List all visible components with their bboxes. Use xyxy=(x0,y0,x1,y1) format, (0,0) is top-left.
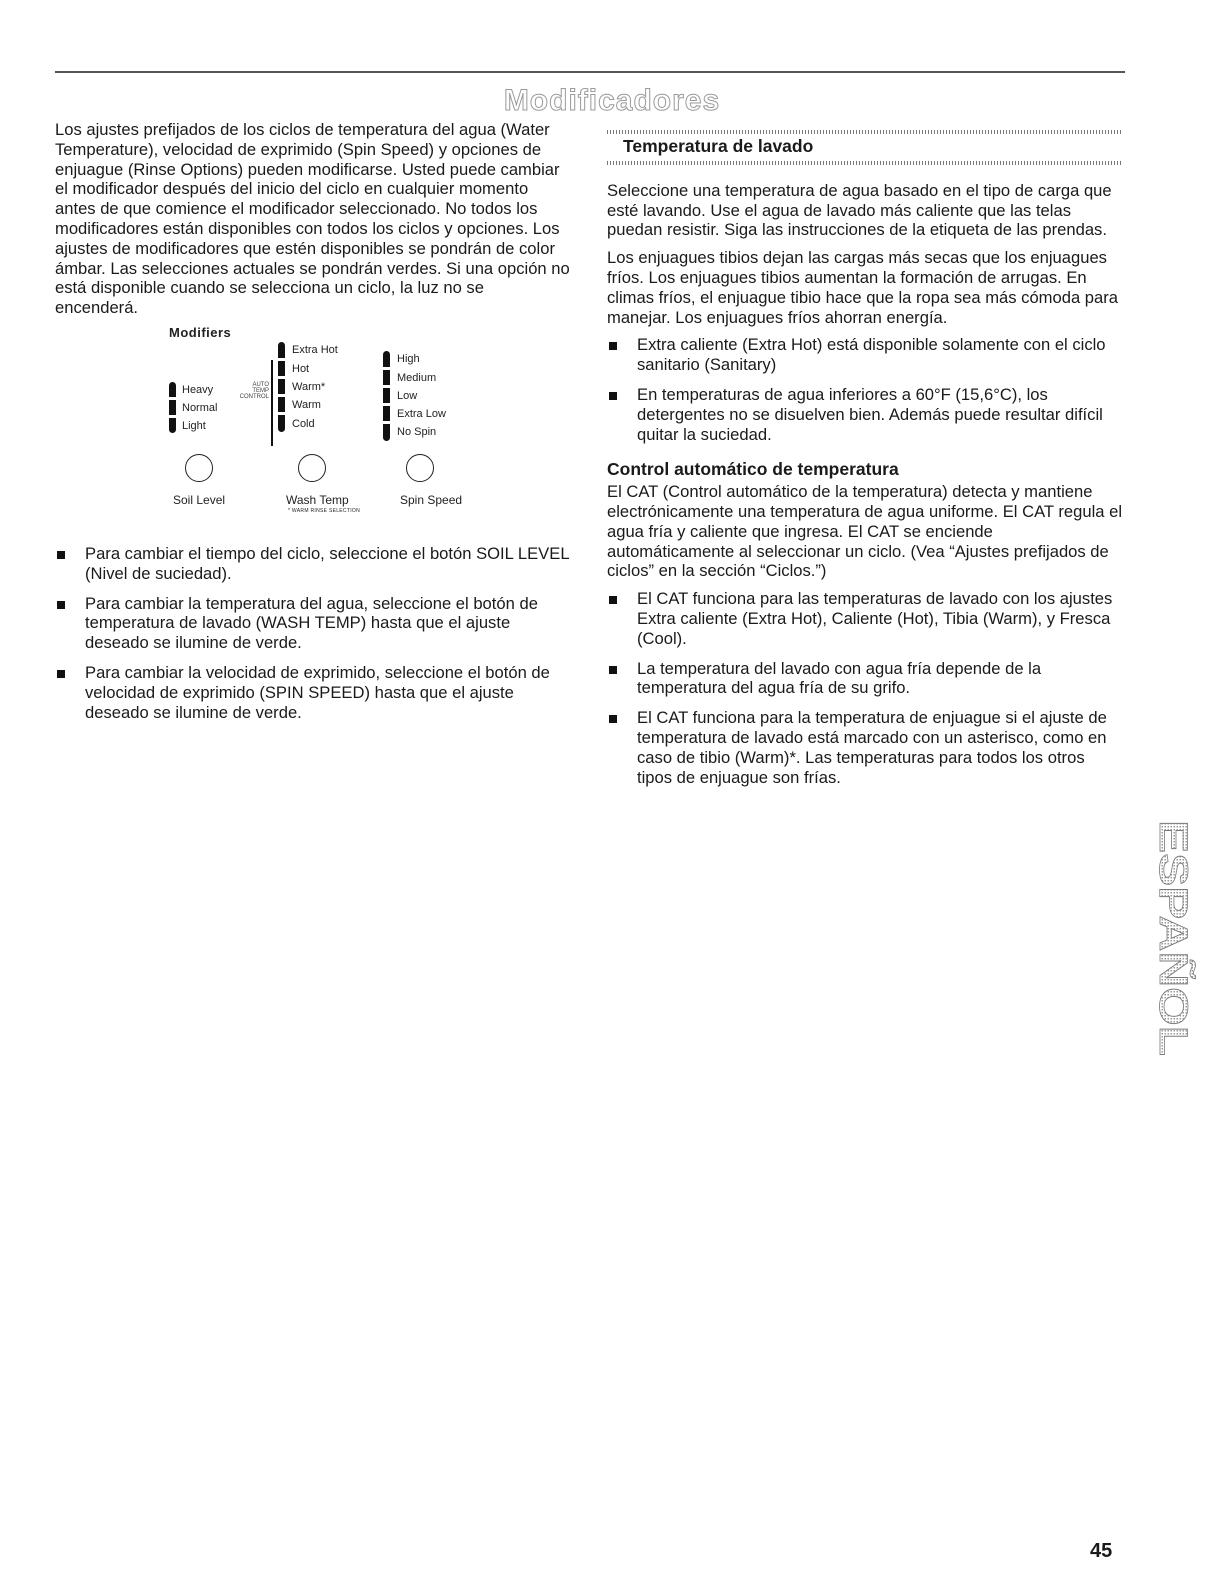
cat-heading: Control automático de temperatura xyxy=(607,459,899,480)
wash-temp-heading-box xyxy=(607,130,1122,165)
warm-rinse-note: * WARM RINSE SELECTION xyxy=(288,507,360,514)
temp-option-extra-hot: Extra Hot xyxy=(292,343,338,356)
temp-indicator-cold xyxy=(278,415,285,432)
wash-temp-paragraph-2: Los enjuagues tibios dejan las cargas más secas que los enjuagues fríos. Los enjuagues tibios aumentan la formación de arrugas. En climas fríos, el enjuague tibio hace que la ropa sea más cómoda para manejar. Los enjuagues fríos ahorran energía. xyxy=(607,248,1119,327)
list-item: El CAT funciona para la temperatura de enjuague si el ajuste de temperatura de lavado está marcado con un asterisco, como en caso de tibio (Warm)*. Las temperaturas para todos los otros tipos de enjuague son frías. xyxy=(607,708,1122,787)
soil-level-button[interactable] xyxy=(185,454,213,482)
spin-indicator-high xyxy=(383,351,390,367)
cat-bullet-list xyxy=(607,589,1122,787)
page-number: 45 xyxy=(1090,1540,1113,1562)
spin-option-no-spin: No Spin xyxy=(397,425,437,438)
list-item: La temperatura del lavado con agua fría depende de la temperatura del agua fría de su grifo. xyxy=(607,659,1122,699)
wash-temp-label: Wash Temp xyxy=(286,492,349,507)
list-item: En temperaturas de agua inferiores a 60°F (15,6°C), los detergentes no se disuelven bien. Además puede resultar difícil quitar la suciedad. xyxy=(607,385,1122,444)
temp-option-warm: Warm xyxy=(292,398,321,411)
spin-indicator-no-spin xyxy=(383,424,390,441)
intro-paragraph: Los ajustes prefijados de los ciclos de temperatura del agua (Water Temperature), velocidad de exprimido (Spin Speed) y opciones de enjuague (Rinse Options) pueden modificarse. Usted puede cambiar el modificador después del inicio del ciclo en cualquier momento antes de que comience el modificador seleccionado. No todos los modificadores están disponibles con todos los ciclos y opciones. Los ajustes de modificadores que estén disponibles se pondrán de color ámbar. Las selecciones actuales se pondrán verdes. Si una opción no está disponible cuando se selecciona un ciclo, la luz no se encenderá. xyxy=(55,120,570,318)
spin-speed-button[interactable] xyxy=(406,454,434,482)
soil-level-label: Soil Level xyxy=(173,492,226,507)
temp-indicator-warm-star xyxy=(278,379,285,394)
left-column xyxy=(55,120,570,732)
section-title: Modificadores xyxy=(503,84,721,117)
list-item: Extra caliente (Extra Hot) está disponible solamente con el ciclo sanitario (Sanitary) xyxy=(607,335,1122,375)
soil-indicator-normal xyxy=(169,400,176,415)
spin-option-high: High xyxy=(397,352,420,365)
soil-indicator-heavy xyxy=(169,382,176,397)
wash-temp-button[interactable] xyxy=(298,454,326,482)
wash-temp-heading: Temperatura de lavado xyxy=(623,136,814,156)
modifiers-title: Modifiers xyxy=(169,324,232,340)
soil-option-heavy: Heavy xyxy=(182,383,214,396)
cat-paragraph: El CAT (Control automático de la temperatura) detecta y mantiene electrónicamente una temperatura de agua uniforme. El CAT regula el agua fría y caliente que ingresa. El CAT se enciende automáticamente al seleccionar un ciclo. (Vea “Ajustes prefijados de ciclos” en la sección “Ciclos.”) xyxy=(607,482,1123,581)
soil-option-light: Light xyxy=(182,419,206,432)
spin-indicator-extra-low xyxy=(383,406,390,421)
temp-option-hot: Hot xyxy=(292,362,310,375)
wash-temp-paragraph-1: Seleccione una temperatura de agua basado en el tipo de carga que esté lavando. Use el agua de lavado más caliente que las telas puedan resistir. Siga las instrucciones de la etiqueta de las prendas. xyxy=(607,180,1112,240)
temp-indicator-hot xyxy=(278,361,285,376)
spin-indicator-medium xyxy=(383,370,390,385)
list-item: Para cambiar la temperatura del agua, seleccione el botón de temperatura de lavado (WASH TEMP) hasta que el ajuste deseado se ilumine de verde. xyxy=(55,594,570,653)
list-item: Para cambiar la velocidad de exprimido, seleccione el botón de velocidad de exprimido (SPIN SPEED) hasta que el ajuste deseado se ilumine de verde. xyxy=(55,663,570,722)
auto-temp-bracket xyxy=(271,360,273,446)
temp-option-warm-star: Warm* xyxy=(292,380,326,393)
temp-option-cold: Cold xyxy=(292,417,315,430)
side-tab-label: ESPAÑOL xyxy=(1151,820,1195,1011)
spin-option-low: Low xyxy=(397,389,418,402)
right-column xyxy=(607,130,1122,797)
soil-option-normal: Normal xyxy=(182,401,218,414)
list-item: Para cambiar el tiempo del ciclo, seleccione el botón SOIL LEVEL (Nivel de suciedad). xyxy=(55,544,570,584)
temp-indicator-extra-hot xyxy=(278,342,285,358)
spin-speed-label: Spin Speed xyxy=(400,492,463,507)
auto-temp-control-label: AUTO TEMP CONTROL xyxy=(239,381,269,400)
list-item: El CAT funciona para las temperaturas de lavado con los ajustes Extra caliente (Extra Hot), Caliente (Hot), Tibia (Warm), y Fresca (Cool). xyxy=(607,589,1122,648)
temp-indicator-warm xyxy=(278,397,285,412)
top-rule xyxy=(55,71,1125,73)
hatch-rule-top xyxy=(607,130,1122,134)
spin-indicator-low xyxy=(383,388,390,403)
modifiers-panel-diagram xyxy=(55,326,570,526)
wash-temp-bullet-list xyxy=(607,335,1122,444)
left-bullet-list xyxy=(55,544,570,722)
soil-indicator-light xyxy=(169,418,176,433)
spin-option-medium: Medium xyxy=(397,371,437,384)
language-side-tab xyxy=(1150,820,1195,1060)
spin-option-extra-low: Extra Low xyxy=(397,407,446,420)
